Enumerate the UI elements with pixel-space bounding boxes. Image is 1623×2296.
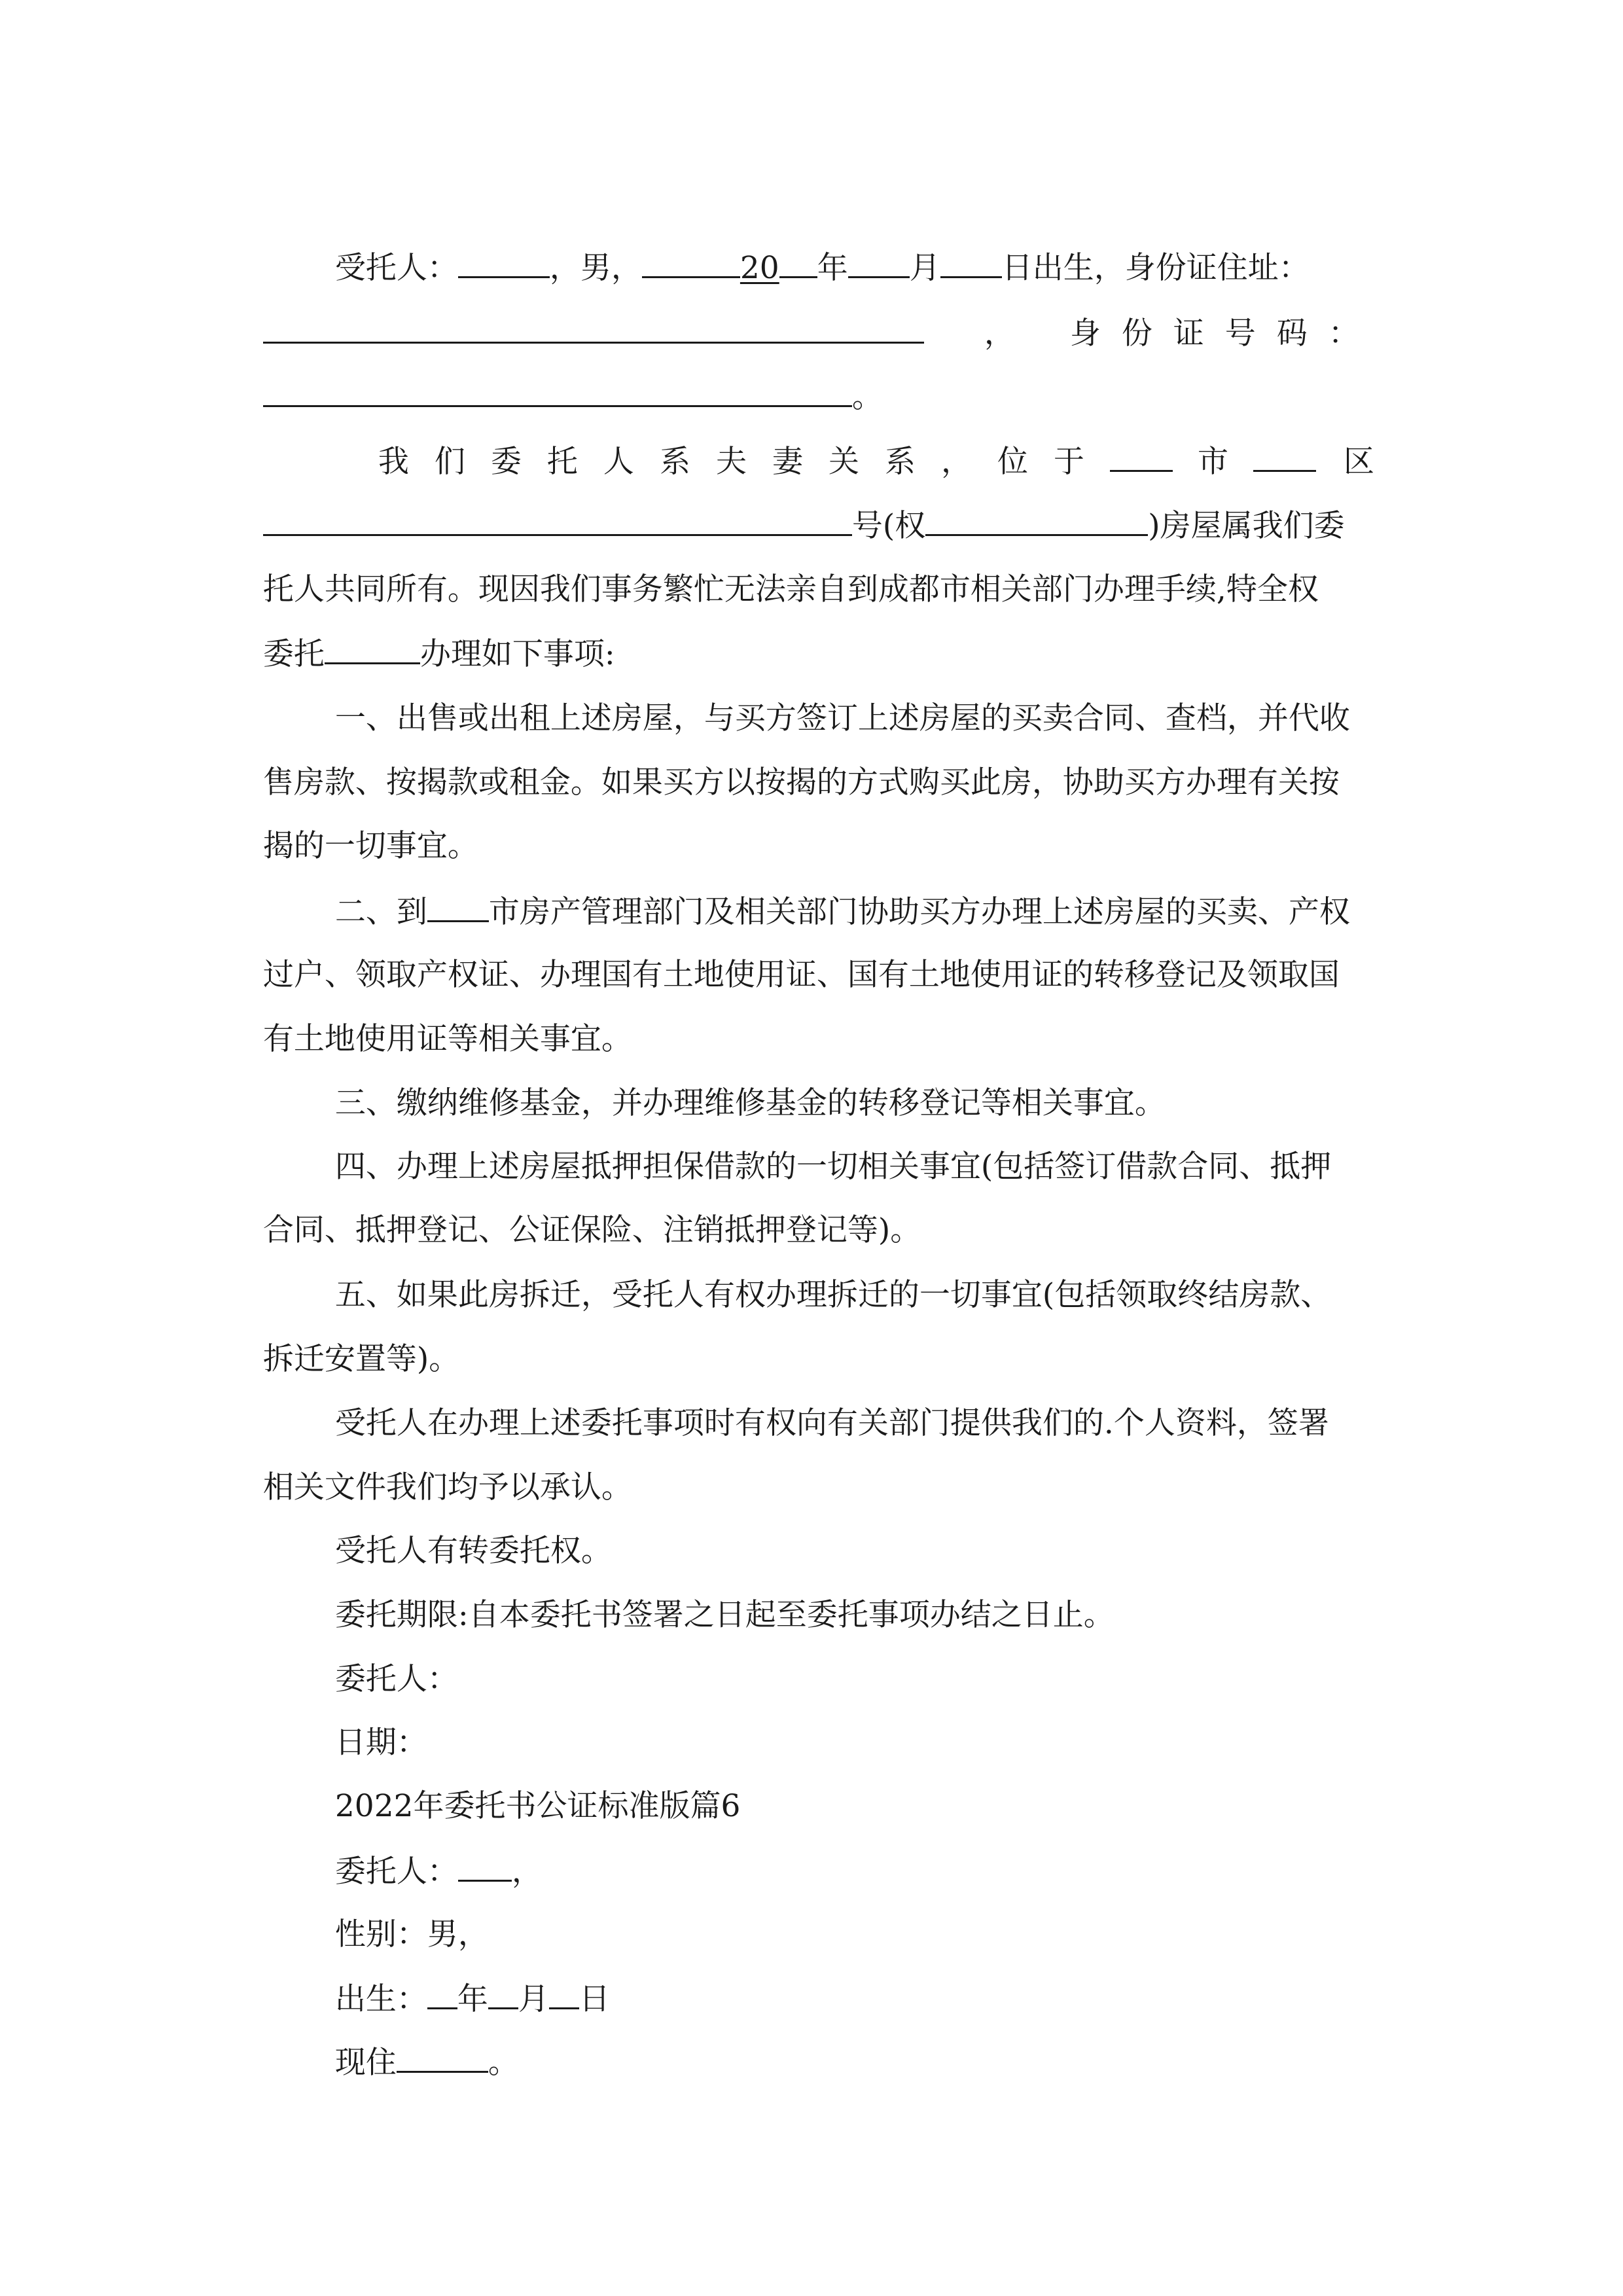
line-2: ， 身份证号码： bbox=[243, 274, 1380, 353]
line-19: 受托人在办理上述委托事项时有权向有关部门提供我们的.个人资料，签署 bbox=[334, 1405, 1329, 1441]
line-28: 出生： 年 月 日 bbox=[315, 1939, 610, 2019]
line-6: 托人共同所有。现因我们事务繁忙无法亲自到成都市相关部门办理手续,特全权 bbox=[262, 571, 1319, 607]
line-29: 现住 。 bbox=[315, 2003, 519, 2083]
line-10: 揭的一切事宜。 bbox=[262, 828, 478, 864]
line-17: 五、如果此房拆迁，受托人有权办理拆迁的一切事宜(包括领取终结房款、 bbox=[334, 1277, 1332, 1313]
line-11: 二、到 市房产管理部门及相关部门协助买方办理上述房屋的买卖、产权 bbox=[315, 852, 1350, 932]
line-22: 委托期限:自本委托书签署之日起至委托事项办结之日止。 bbox=[334, 1597, 1115, 1633]
line-4: 我们委托人系夫妻关系，位于 市 区 bbox=[359, 402, 1374, 482]
line-8: 一、出售或出租上述房屋，与买方签订上述房屋的买卖合同、查档，并代收 bbox=[334, 700, 1350, 736]
line-1: 受托人： ，男， 20 年 月 日出生，身份证住址： bbox=[315, 208, 1310, 288]
line-15: 四、办理上述房屋抵押担保借款的一切相关事宜(包括签订借款合同、抵押 bbox=[334, 1149, 1332, 1185]
line-23: 委托人： bbox=[334, 1661, 458, 1697]
line-5: 号(权 )房屋属我们委 bbox=[243, 466, 1345, 546]
line-13: 有土地使用证等相关事宜。 bbox=[262, 1021, 632, 1057]
section-heading: 2022年委托书公证标准版篇6 bbox=[334, 1788, 741, 1824]
line-21: 受托人有转委托权。 bbox=[334, 1533, 612, 1569]
line-14: 三、缴纳维修基金，并办理维修基金的转移登记等相关事宜。 bbox=[334, 1085, 1166, 1121]
line-3: 。 bbox=[243, 337, 883, 417]
line-7: 委托 办理如下事项: bbox=[243, 594, 615, 674]
line-9: 售房款、按揭款或租金。如果买方以按揭的方式购买此房，协助买方办理有关按 bbox=[262, 764, 1340, 800]
line-20: 相关文件我们均予以承认。 bbox=[262, 1469, 632, 1505]
line-16: 合同、抵押登记、公证保险、注销抵押登记等)。 bbox=[262, 1212, 921, 1248]
line-27: 性别：男， bbox=[334, 1916, 489, 1952]
line-18: 拆迁安置等)。 bbox=[262, 1341, 460, 1377]
line-26: 委托人： ， bbox=[315, 1812, 543, 1892]
line-24: 日期： bbox=[334, 1725, 427, 1761]
line-12: 过户、领取产权证、办理国有土地使用证、国有土地使用证的转移登记及领取国 bbox=[262, 957, 1340, 993]
